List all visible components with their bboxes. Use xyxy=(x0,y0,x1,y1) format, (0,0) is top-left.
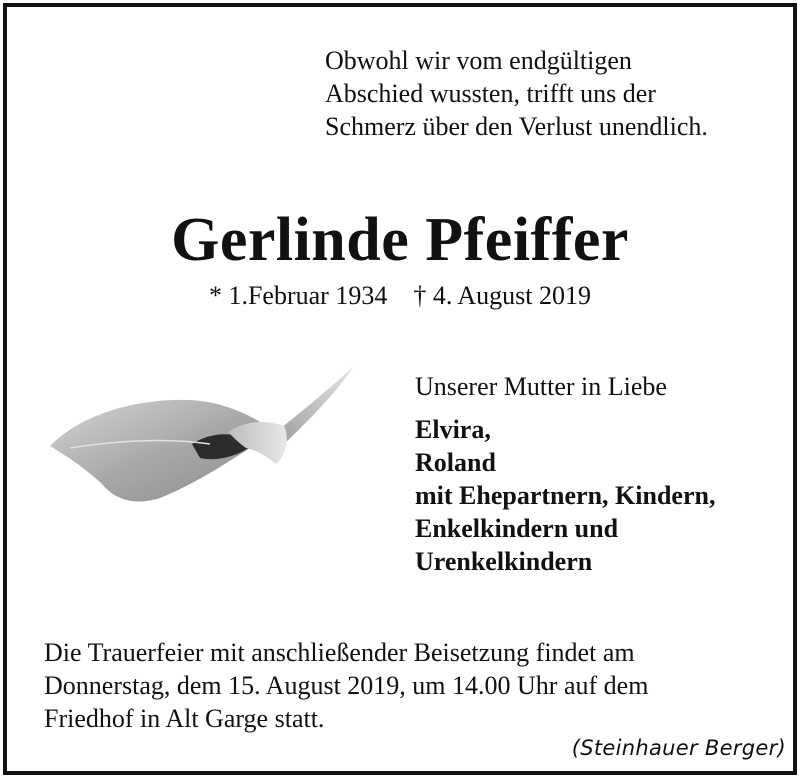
mourner-line: Urenkelkindern xyxy=(415,547,593,576)
ceremony-line: Donnerstag, dem 15. August 2019, um 14.00 Uhr auf dem xyxy=(44,671,649,700)
ceremony-info xyxy=(44,636,784,735)
dedication-line: Unserer Mutter in Liebe xyxy=(415,372,667,401)
quote-line: Schmerz über den Verlust unendlich. xyxy=(325,112,708,141)
quote-line: Obwohl wir vom endgültigen xyxy=(325,46,632,75)
ceremony-line: Die Trauerfeier mit anschließender Beisetzung findet am xyxy=(44,638,635,667)
death-date: † 4. August 2019 xyxy=(413,281,592,310)
life-dates xyxy=(0,279,800,313)
deceased-name: Gerlinde Pfeiffer xyxy=(171,206,629,274)
birth-date: * 1.Februar 1934 xyxy=(208,281,388,310)
mourner-line: Roland xyxy=(415,448,496,477)
quote-line: Abschied wussten, trifft uns der xyxy=(325,79,656,108)
mourner-line: Enkelkindern und xyxy=(415,514,619,543)
mourner-line: mit Ehepartnern, Kindern, xyxy=(415,481,716,510)
calla-lily-icon xyxy=(40,360,360,510)
mourners-list xyxy=(415,413,715,578)
ceremony-line: Friedhof in Alt Garge statt. xyxy=(44,704,325,733)
stonemason-imprint: (Steinhauer Berger) xyxy=(571,736,786,760)
mourner-line: Elvira, xyxy=(415,415,491,444)
opening-quote xyxy=(325,44,785,143)
